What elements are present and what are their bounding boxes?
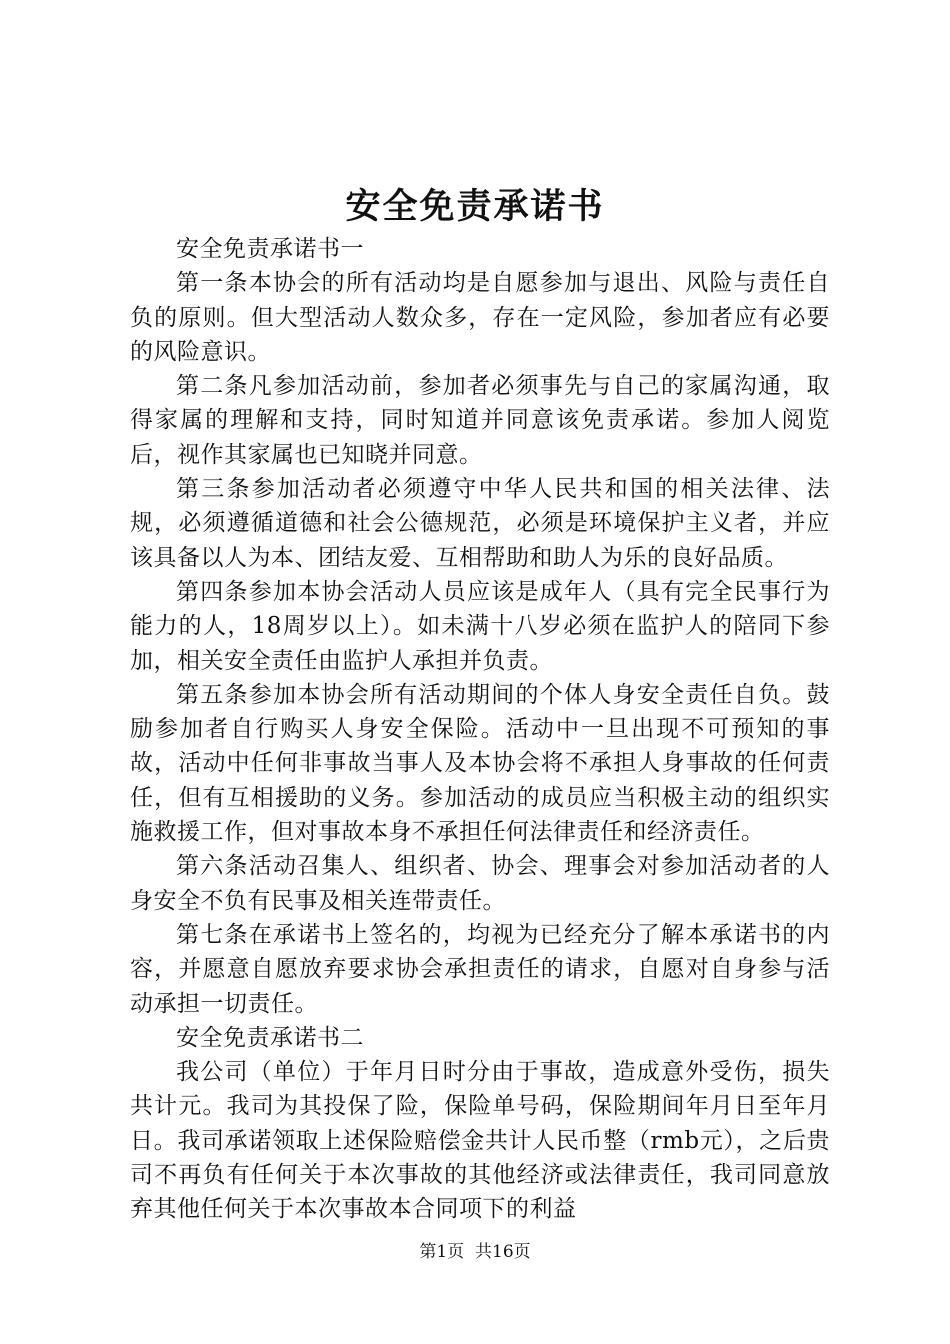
paragraph-article-1: 第一条本协会的所有活动均是自愿参加与退出、风险与责任自负的原则。但大型活动人数众多，存在一定风险，参加者应有必要的风险意识。 — [130, 270, 830, 365]
paragraph-article-2: 第二条凡参加活动前，参加者必须事先与自己的家属沟通，取得家属的理解和支持，同时知道并同意该免责承诺。参加人阅览后，视作其家属也已知晓并同意。 — [130, 373, 830, 468]
page-total: 共16页 — [475, 1242, 531, 1262]
footer-separator — [464, 1242, 475, 1262]
section-heading-2: 安全免责承诺书二 — [176, 1024, 364, 1051]
paragraph-article-7: 第七条在承诺书上签名的，均视为已经充分了解本承诺书的内容，并愿意自愿放弃要求协会承担责任的请求，自愿对自身参与活动承担一切责任。 — [130, 921, 830, 1017]
document-title: 安全免责承诺书 — [345, 186, 605, 227]
paragraph-article-6: 第六条活动召集人、组织者、协会、理事会对参加活动者的人身安全不负有民事及相关连带责任。 — [130, 853, 830, 914]
paragraph-article-4: 第四条参加本协会活动人员应该是成年人（具有完全民事行为能力的人，18周岁以上）。如未满十八岁必须在监护人的陪同下参加，相关安全责任由监护人承担并负责。 — [130, 578, 830, 674]
paragraph-article-3: 第三条参加活动者必须遵守中华人民共和国的相关法律、法规，必须遵循道德和社会公德规范，必须是环境保护主义者，并应该具备以人为本、团结友爱、互相帮助和助人为乐的良好品质。 — [130, 476, 830, 571]
section-heading-1: 安全免责承诺书一 — [176, 236, 364, 262]
paragraph-article-5: 第五条参加本协会所有活动期间的个体人身安全责任自负。鼓励参加者自行购买人身安全保险。活动中一旦出现不可预知的事故，活动中任何非事故当事人及本协会将不承担人身事故的任何责任，但有互相援助的义务。参加活动的成员应当积极主动的组织实施救援工作，但对事故本身不承担任何法律责任和经济责任。 — [130, 681, 830, 846]
paragraph-commitment: 我公司（单位）于年月日时分由于事故，造成意外受伤，损失共计元。我司为其投保了险，保险单号码，保险期间年月日至年月日。我司承诺领取上述保险赔偿金共计人民币整（rmb元），之后贵司不再负有任何关于本次事故的其他经济或法律责任，我司同意放弃其他任何关于本次事故本合同项下的利益 — [130, 1059, 830, 1223]
page-footer — [0, 1240, 950, 1264]
page-number: 第1页 — [419, 1242, 465, 1262]
document-body — [130, 232, 830, 1227]
